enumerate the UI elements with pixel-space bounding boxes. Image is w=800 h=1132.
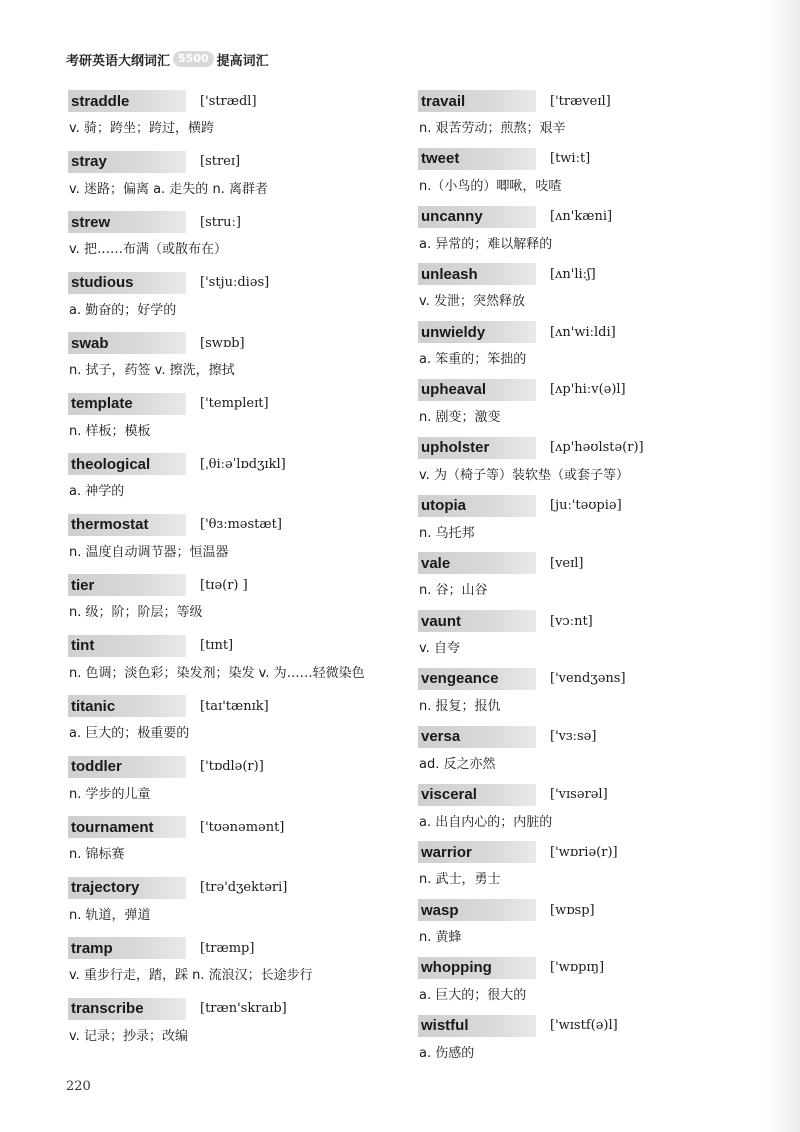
headword-box xyxy=(418,437,536,459)
headword-box xyxy=(68,272,186,294)
headword: tint xyxy=(71,637,95,654)
headword-box xyxy=(68,937,186,959)
phonetic: [ʌp'hiːv(ə)l] xyxy=(550,382,626,398)
vocab-entry xyxy=(418,319,758,377)
headword-box xyxy=(68,453,186,475)
entry-head xyxy=(68,693,398,719)
definition: n. 报复；报仇 xyxy=(419,698,501,714)
headword: versa xyxy=(421,728,461,746)
entry-head xyxy=(68,814,398,840)
phonetic: [tɪə(r) ] xyxy=(200,577,248,593)
definition: a. 出自内心的；内脏的 xyxy=(419,814,553,830)
headword-box xyxy=(418,668,536,690)
definition: n. 学步的儿童 xyxy=(69,786,151,802)
headword-box xyxy=(68,211,186,233)
definition: a. 巨大的；极重要的 xyxy=(69,726,190,741)
phonetic: ['tɒdlə(r)] xyxy=(200,759,264,774)
entry-head xyxy=(418,88,758,114)
phonetic: ['θɜːməstæt] xyxy=(200,517,282,532)
headword-box xyxy=(418,726,536,748)
vocab-entry xyxy=(418,435,758,493)
headword-box xyxy=(418,495,536,517)
page-fold-shadow xyxy=(764,0,800,1132)
entry-head xyxy=(68,875,398,901)
entry-head xyxy=(418,724,758,750)
vocab-entry xyxy=(418,261,758,319)
entry-head xyxy=(68,754,398,780)
entry-head xyxy=(68,633,398,659)
headword: uncanny xyxy=(421,208,483,226)
headword-box xyxy=(68,514,186,536)
headword-box xyxy=(68,877,186,899)
headword: trajectory xyxy=(71,879,140,896)
entry-head xyxy=(68,935,398,961)
phonetic: [tɪnt] xyxy=(200,638,234,653)
headword-box xyxy=(68,574,186,596)
entry-head xyxy=(418,897,758,923)
phonetic: ['tʊənəmənt] xyxy=(200,819,285,835)
phonetic: ['træveɪl] xyxy=(550,93,611,109)
definition: n. 轨道，弹道 xyxy=(69,907,151,923)
vocab-entry xyxy=(68,572,398,633)
phonetic: [træmp] xyxy=(200,940,255,956)
phonetic: [ʌp'həʊlstə(r)] xyxy=(550,440,644,456)
vocab-entry xyxy=(418,146,758,204)
phonetic: ['vendʒəns] xyxy=(550,671,626,687)
headword: upheaval xyxy=(421,381,487,399)
definition: a. 笨重的；笨拙的 xyxy=(419,352,527,368)
vocab-entry xyxy=(418,377,758,435)
right-column xyxy=(418,88,758,1071)
headword: tramp xyxy=(71,939,113,957)
definition: n. 谷；山谷 xyxy=(419,583,488,599)
entry-head xyxy=(418,435,758,461)
definition: v. 为（椅子等）装软垫（或套子等） xyxy=(419,467,629,483)
phonetic: [vɔːnt] xyxy=(550,613,593,629)
vocab-entry xyxy=(418,839,758,897)
headword: thermostat xyxy=(71,516,149,533)
headword: theological xyxy=(71,455,151,473)
vocab-entry xyxy=(418,1013,758,1071)
headword: upholster xyxy=(421,439,490,457)
definition: v. 迷路；偏离 a. 走失的 n. 离群者 xyxy=(69,181,268,197)
headword-box xyxy=(418,90,536,112)
headword: visceral xyxy=(421,786,477,804)
entry-head xyxy=(418,666,758,692)
headword-box xyxy=(68,756,186,778)
vocab-entry xyxy=(68,633,398,694)
phonetic: [struː] xyxy=(200,214,242,230)
headword: unleash xyxy=(421,265,478,283)
headword: transcribe xyxy=(71,1000,144,1017)
phonetic: ['vɜːsə] xyxy=(550,729,597,745)
entry-head xyxy=(418,608,758,634)
entry-head xyxy=(68,209,398,235)
headword: wistful xyxy=(421,1017,469,1035)
definition: n. 温度自动调节器；恒温器 xyxy=(69,544,229,560)
vocab-entry xyxy=(68,149,398,210)
entry-head xyxy=(418,377,758,403)
phonetic: ['wɪstf(ə)l] xyxy=(550,1018,618,1034)
phonetic: [taɪ'tænɪk] xyxy=(200,698,269,714)
headword-box xyxy=(68,635,186,657)
headword-box xyxy=(68,816,186,838)
vocab-entry xyxy=(68,935,398,996)
entry-head xyxy=(418,955,758,981)
vocab-entry xyxy=(68,270,398,331)
definition: a. 勤奋的；好学的 xyxy=(69,302,177,318)
headword: titanic xyxy=(71,697,116,715)
headword-box xyxy=(418,1015,536,1037)
vocab-entry xyxy=(418,782,758,840)
headword: tournament xyxy=(71,818,154,836)
phonetic: [træn'skraɪb] xyxy=(200,1001,287,1016)
entry-head xyxy=(418,782,758,808)
headword-box xyxy=(68,393,186,415)
headword-box xyxy=(68,332,186,354)
definition: v. 重步行走，踏，踩 n. 流浪汉；长途步行 xyxy=(69,968,313,983)
definition: n. 拭子，药签 v. 擦洗，擦拭 xyxy=(69,363,235,378)
vocab-entry xyxy=(418,204,758,262)
definition: a. 神学的 xyxy=(69,484,125,499)
phonetic: [ʌn'wiːldi] xyxy=(550,324,616,340)
vocab-entry xyxy=(418,724,758,782)
phonetic: [ʌn'liːʃ] xyxy=(550,266,596,282)
entry-head xyxy=(68,572,398,598)
headword: vengeance xyxy=(421,670,499,688)
phonetic: [swɒb] xyxy=(200,335,245,351)
vocab-entry xyxy=(68,814,398,875)
headword-box xyxy=(68,695,186,717)
headword: swab xyxy=(71,334,109,352)
headword: whopping xyxy=(421,959,492,977)
vocab-entry xyxy=(68,451,398,512)
phonetic: ['vɪsərəl] xyxy=(550,787,608,803)
headword-box xyxy=(418,379,536,401)
definition: a. 巨大的；很大的 xyxy=(419,987,527,1003)
header-badge: 5500 xyxy=(173,51,214,67)
headword: template xyxy=(71,395,133,412)
headword: toddler xyxy=(71,758,122,775)
vocab-entry xyxy=(68,875,398,936)
phonetic: [streɪ] xyxy=(200,154,241,169)
headword: strew xyxy=(71,213,111,231)
headword-box xyxy=(68,998,186,1020)
vocab-entry xyxy=(418,897,758,955)
headword: wasp xyxy=(421,901,459,919)
definition: n. 级；阶；阶层；等级 xyxy=(69,605,203,620)
vocab-entry xyxy=(418,550,758,608)
definition: n. 乌托邦 xyxy=(419,525,475,541)
definition: a. 伤感的 xyxy=(419,1045,475,1061)
vocab-entry xyxy=(418,955,758,1013)
definition: v. 把……布满（或散布在） xyxy=(69,242,227,257)
entry-head xyxy=(68,512,398,538)
vocab-entry xyxy=(68,996,398,1057)
phonetic: [ˌθiːəˈlɒdʒɪkl] xyxy=(200,456,286,472)
headword-box xyxy=(418,610,536,632)
headword-box xyxy=(418,957,536,979)
phonetic: ['templeɪt] xyxy=(200,396,269,411)
header-title-suffix: 提高词汇 xyxy=(216,53,269,69)
phonetic: ['wɒpɪŋ] xyxy=(550,960,605,976)
headword: straddle xyxy=(71,92,130,110)
entry-head xyxy=(68,270,398,296)
definition: a. 异常的；难以解释的 xyxy=(419,236,553,252)
entry-head xyxy=(418,146,758,172)
entry-head xyxy=(68,391,398,417)
definition: v. 自夸 xyxy=(419,641,460,657)
phonetic: [twiːt] xyxy=(550,151,591,167)
header-title-prefix: 考研英语大纲词汇 xyxy=(66,53,171,69)
definition: n. 样板；模板 xyxy=(69,423,151,439)
definition: n. 剧变；激变 xyxy=(419,409,501,425)
entry-head xyxy=(418,319,758,345)
phonetic: [veɪl] xyxy=(550,555,584,571)
entry-head xyxy=(68,996,398,1022)
phonetic: [juː'təʊpiə] xyxy=(550,498,622,514)
headword-box xyxy=(418,841,536,863)
page-header xyxy=(66,48,269,70)
headword-box xyxy=(418,148,536,170)
headword: travail xyxy=(421,92,466,110)
phonetic: [ʌn'kæni] xyxy=(550,209,613,225)
definition: n.（小鸟的）唧啾，吱喳 xyxy=(419,178,562,194)
headword-box xyxy=(418,263,536,285)
entry-head xyxy=(418,261,758,287)
entry-head xyxy=(68,330,398,356)
headword: vale xyxy=(421,554,451,572)
vocab-entry xyxy=(68,330,398,391)
headword: unwieldy xyxy=(421,323,486,341)
definition: n. 黄蜂 xyxy=(419,930,462,946)
headword-box xyxy=(418,321,536,343)
headword: tweet xyxy=(421,150,460,168)
phonetic: ['strædl] xyxy=(200,93,257,109)
entry-head xyxy=(418,493,758,519)
entry-head xyxy=(418,550,758,576)
entry-head xyxy=(68,451,398,477)
vocab-entry xyxy=(68,693,398,754)
phonetic: [wɒsp] xyxy=(550,902,595,918)
definition: n. 武士，勇士 xyxy=(419,872,501,888)
definition: n. 色调；淡色彩；染发剂；染发 v. 为……轻微染色 xyxy=(69,665,365,681)
definition: n. 锦标赛 xyxy=(69,847,125,862)
headword: utopia xyxy=(421,497,466,515)
headword: stray xyxy=(71,153,107,170)
definition: n. 艰苦劳动；煎熬；艰辛 xyxy=(419,121,566,136)
headword: warrior xyxy=(421,843,472,861)
entry-head xyxy=(418,1013,758,1039)
vocab-entry xyxy=(418,666,758,724)
headword: vaunt xyxy=(421,612,462,630)
headword-box xyxy=(418,899,536,921)
headword: tier xyxy=(71,576,95,594)
vocab-entry xyxy=(68,209,398,270)
page-number: 220 xyxy=(66,1079,91,1094)
headword-box xyxy=(68,90,186,112)
entry-head xyxy=(418,839,758,865)
definition: v. 记录；抄录；改编 xyxy=(69,1028,188,1044)
headword-box xyxy=(418,784,536,806)
vocab-entry xyxy=(418,88,758,146)
phonetic: ['stjuːdiəs] xyxy=(200,275,270,290)
headword-box xyxy=(418,552,536,574)
entry-head xyxy=(68,149,398,175)
left-column xyxy=(68,88,398,1056)
vocab-entry xyxy=(68,391,398,452)
vocab-entry xyxy=(68,512,398,573)
definition: ad. 反之亦然 xyxy=(419,756,496,772)
vocab-entry xyxy=(418,608,758,666)
headword-box xyxy=(418,206,536,228)
vocab-entry xyxy=(68,754,398,815)
headword: studious xyxy=(71,274,134,291)
vocab-entry xyxy=(418,493,758,551)
definition: v. 发泄；突然释放 xyxy=(419,294,525,310)
entry-head xyxy=(418,204,758,230)
phonetic: ['wɒriə(r)] xyxy=(550,844,618,860)
definition: v. 骑；跨坐；跨过，横跨 xyxy=(69,121,214,136)
phonetic: [trə'dʒektəri] xyxy=(200,880,288,895)
entry-head xyxy=(68,88,398,114)
vocab-entry xyxy=(68,88,398,149)
headword-box xyxy=(68,151,186,173)
